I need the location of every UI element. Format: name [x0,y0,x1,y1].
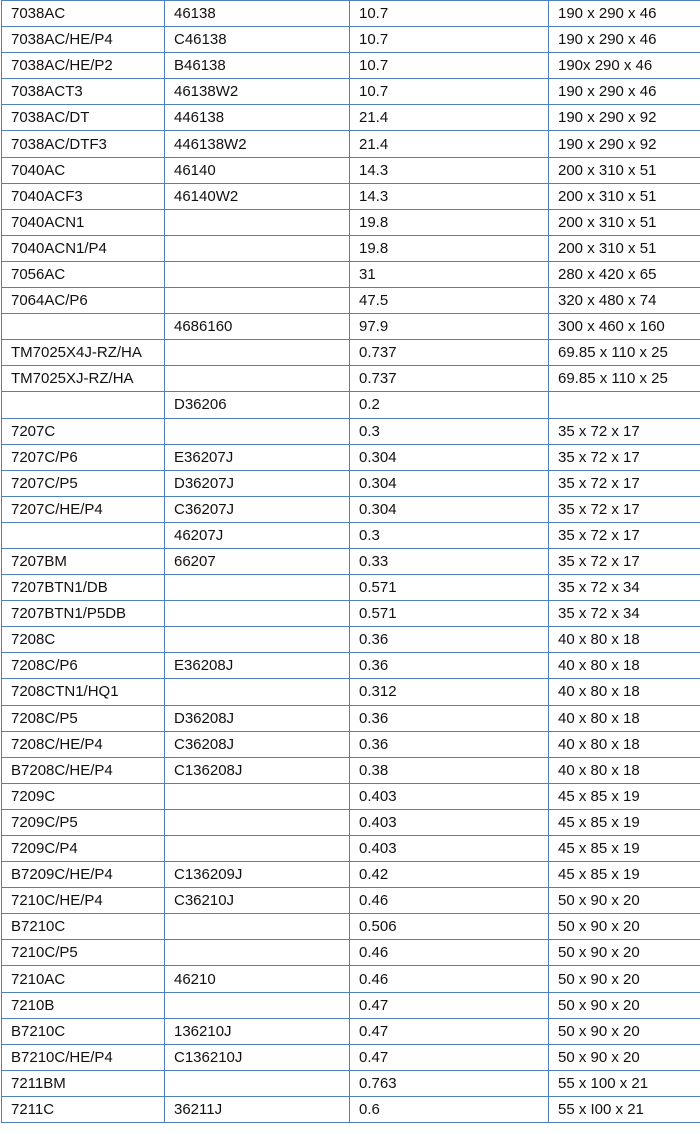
alt-code-cell [165,288,350,314]
table-row [2,940,700,966]
dimensions-cell: 280 x 420 x 65 [549,261,700,287]
table-row [2,1044,700,1070]
bearing-model-cell: 7210AC [2,966,165,992]
table-row [2,809,700,835]
weight-cell: 0.6 [350,1096,549,1122]
dimensions-cell: 69.85 x 110 x 25 [549,340,700,366]
weight-cell: 0.33 [350,548,549,574]
bearing-model-cell: 7056AC [2,261,165,287]
bearing-model-cell: 7038AC [2,1,165,27]
dimensions-cell: 35 x 72 x 34 [549,575,700,601]
weight-cell: 10.7 [350,27,549,53]
weight-cell: 14.3 [350,183,549,209]
bearing-model-cell: B7209C/HE/P4 [2,862,165,888]
weight-cell: 0.47 [350,1018,549,1044]
alt-code-cell [165,418,350,444]
table-row [2,183,700,209]
dimensions-cell: 35 x 72 x 17 [549,418,700,444]
alt-code-cell [165,261,350,287]
weight-cell: 21.4 [350,131,549,157]
bearing-model-cell: 7038AC/DTF3 [2,131,165,157]
weight-cell: 0.42 [350,862,549,888]
alt-code-cell [165,836,350,862]
bearing-model-cell: 7208C [2,627,165,653]
bearing-model-cell: 7207BM [2,548,165,574]
alt-code-cell: 36211J [165,1096,350,1122]
weight-cell: 0.2 [350,392,549,418]
dimensions-cell: 200 x 310 x 51 [549,157,700,183]
dimensions-cell: 45 x 85 x 19 [549,783,700,809]
dimensions-cell: 45 x 85 x 19 [549,836,700,862]
dimensions-cell: 35 x 72 x 17 [549,470,700,496]
dimensions-cell: 40 x 80 x 18 [549,679,700,705]
alt-code-cell [165,601,350,627]
weight-cell: 19.8 [350,209,549,235]
weight-cell: 47.5 [350,288,549,314]
weight-cell: 0.36 [350,627,549,653]
bearing-model-cell: 7210C/P5 [2,940,165,966]
dimensions-cell: 190 x 290 x 46 [549,27,700,53]
table-row [2,27,700,53]
bearing-model-cell: 7207BTN1/DB [2,575,165,601]
dimensions-cell: 200 x 310 x 51 [549,183,700,209]
table-row [2,705,700,731]
weight-cell: 14.3 [350,157,549,183]
bearing-model-cell: 7038AC/DT [2,105,165,131]
dimensions-cell: 190 x 290 x 92 [549,105,700,131]
alt-code-cell: B46138 [165,53,350,79]
table-row [2,288,700,314]
weight-cell: 0.3 [350,418,549,444]
dimensions-cell: 300 x 460 x 160 [549,314,700,340]
alt-code-cell: 136210J [165,1018,350,1044]
bearing-model-cell: 7209C/P4 [2,836,165,862]
table-row [2,1,700,27]
dimensions-cell [549,392,700,418]
table-row [2,418,700,444]
alt-code-cell [165,809,350,835]
table-row [2,496,700,522]
dimensions-cell: 40 x 80 x 18 [549,731,700,757]
bearing-model-cell [2,522,165,548]
table-row [2,79,700,105]
alt-code-cell [165,235,350,261]
alt-code-cell: C136209J [165,862,350,888]
weight-cell: 10.7 [350,53,549,79]
bearing-model-cell: 7207C [2,418,165,444]
weight-cell: 19.8 [350,235,549,261]
dimensions-cell: 320 x 480 x 74 [549,288,700,314]
alt-code-cell: E36208J [165,653,350,679]
bearing-model-cell: 7211BM [2,1070,165,1096]
weight-cell: 0.46 [350,940,549,966]
alt-code-cell: C136208J [165,757,350,783]
alt-code-cell: E36207J [165,444,350,470]
table-row [2,444,700,470]
table-row [2,1070,700,1096]
weight-cell: 0.737 [350,340,549,366]
dimensions-cell: 200 x 310 x 51 [549,235,700,261]
alt-code-cell: 46138 [165,1,350,27]
alt-code-cell: D36206 [165,392,350,418]
table-row [2,470,700,496]
alt-code-cell: 66207 [165,548,350,574]
table-row [2,653,700,679]
table-row [2,1018,700,1044]
weight-cell: 0.403 [350,783,549,809]
weight-cell: 0.47 [350,1044,549,1070]
alt-code-cell: C36208J [165,731,350,757]
weight-cell: 0.46 [350,966,549,992]
alt-code-cell: C36210J [165,888,350,914]
alt-code-cell [165,366,350,392]
alt-code-cell: C136210J [165,1044,350,1070]
bearing-model-cell: 7209C [2,783,165,809]
table-row [2,966,700,992]
bearing-model-cell: 7040ACF3 [2,183,165,209]
weight-cell: 0.737 [350,366,549,392]
dimensions-cell: 50 x 90 x 20 [549,914,700,940]
bearing-model-cell: 7038AC/HE/P4 [2,27,165,53]
dimensions-cell: 50 x 90 x 20 [549,966,700,992]
bearing-model-cell: 7208CTN1/HQ1 [2,679,165,705]
bearing-model-cell [2,314,165,340]
weight-cell: 10.7 [350,79,549,105]
table-row [2,522,700,548]
alt-code-cell: 46207J [165,522,350,548]
bearing-model-cell: 7207C/HE/P4 [2,496,165,522]
dimensions-cell: 40 x 80 x 18 [549,757,700,783]
alt-code-cell [165,783,350,809]
table-row [2,261,700,287]
weight-cell: 0.403 [350,836,549,862]
bearing-model-cell: 7207C/P6 [2,444,165,470]
weight-cell: 0.38 [350,757,549,783]
alt-code-cell [165,340,350,366]
table-row [2,340,700,366]
bearing-model-cell [2,392,165,418]
alt-code-cell [165,992,350,1018]
weight-cell: 0.36 [350,653,549,679]
dimensions-cell: 50 x 90 x 20 [549,888,700,914]
alt-code-cell: 446138 [165,105,350,131]
dimensions-cell: 35 x 72 x 34 [549,601,700,627]
bearing-model-cell: TM7025X4J-RZ/HA [2,340,165,366]
dimensions-cell: 190 x 290 x 92 [549,131,700,157]
bearing-model-cell: B7210C [2,914,165,940]
bearing-model-cell: 7207BTN1/P5DB [2,601,165,627]
alt-code-cell: 446138W2 [165,131,350,157]
dimensions-cell: 50 x 90 x 20 [549,1018,700,1044]
bearing-model-cell: 7210B [2,992,165,1018]
bearing-model-cell: B7208C/HE/P4 [2,757,165,783]
bearing-model-cell: 7208C/P6 [2,653,165,679]
alt-code-cell: C36207J [165,496,350,522]
weight-cell: 0.304 [350,496,549,522]
table-row [2,783,700,809]
weight-cell: 0.46 [350,888,549,914]
dimensions-cell: 40 x 80 x 18 [549,705,700,731]
weight-cell: 97.9 [350,314,549,340]
table-row [2,888,700,914]
dimensions-cell: 55 x I00 x 21 [549,1096,700,1122]
dimensions-cell: 190 x 290 x 46 [549,79,700,105]
weight-cell: 0.506 [350,914,549,940]
table-row [2,131,700,157]
weight-cell: 0.36 [350,705,549,731]
weight-cell: 0.763 [350,1070,549,1096]
bearing-model-cell: 7208C/P5 [2,705,165,731]
alt-code-cell [165,679,350,705]
weight-cell: 0.312 [350,679,549,705]
weight-cell: 0.403 [350,809,549,835]
table-row [2,105,700,131]
dimensions-cell: 50 x 90 x 20 [549,992,700,1018]
dimensions-cell: 45 x 85 x 19 [549,862,700,888]
table-row [2,392,700,418]
weight-cell: 0.36 [350,731,549,757]
table-row [2,836,700,862]
table-row [2,575,700,601]
bearing-model-cell: TM7025XJ-RZ/HA [2,366,165,392]
table-row [2,862,700,888]
alt-code-cell: 4686160 [165,314,350,340]
weight-cell: 0.571 [350,575,549,601]
dimensions-cell: 45 x 85 x 19 [549,809,700,835]
alt-code-cell: 46140W2 [165,183,350,209]
bearing-model-cell: 7038ACT3 [2,79,165,105]
bearing-spec-table [1,0,700,1123]
weight-cell: 21.4 [350,105,549,131]
bearing-model-cell: 7211C [2,1096,165,1122]
bearing-model-cell: 7209C/P5 [2,809,165,835]
dimensions-cell: 50 x 90 x 20 [549,1044,700,1070]
bearing-model-cell: 7207C/P5 [2,470,165,496]
weight-cell: 0.3 [350,522,549,548]
weight-cell: 10.7 [350,1,549,27]
bearing-model-cell: 7064AC/P6 [2,288,165,314]
table-row [2,314,700,340]
bearing-model-cell: 7040AC [2,157,165,183]
dimensions-cell: 50 x 90 x 20 [549,940,700,966]
alt-code-cell [165,940,350,966]
dimensions-cell: 190 x 290 x 46 [549,1,700,27]
dimensions-cell: 55 x 100 x 21 [549,1070,700,1096]
table-row [2,53,700,79]
bearing-model-cell: 7208C/HE/P4 [2,731,165,757]
table-row [2,601,700,627]
alt-code-cell: C46138 [165,27,350,53]
alt-code-cell [165,627,350,653]
table-body [2,1,700,1123]
dimensions-cell: 35 x 72 x 17 [549,548,700,574]
table-row [2,548,700,574]
weight-cell: 0.304 [350,470,549,496]
table-row [2,992,700,1018]
bearing-model-cell: 7040ACN1/P4 [2,235,165,261]
table-row [2,757,700,783]
alt-code-cell [165,575,350,601]
dimensions-cell: 40 x 80 x 18 [549,627,700,653]
alt-code-cell [165,914,350,940]
alt-code-cell: D36208J [165,705,350,731]
table-row [2,1096,700,1122]
alt-code-cell: D36207J [165,470,350,496]
dimensions-cell: 190x 290 x 46 [549,53,700,79]
dimensions-cell: 200 x 310 x 51 [549,209,700,235]
table-row [2,209,700,235]
alt-code-cell: 46210 [165,966,350,992]
dimensions-cell: 40 x 80 x 18 [549,653,700,679]
weight-cell: 31 [350,261,549,287]
bearing-model-cell: B7210C [2,1018,165,1044]
table-row [2,235,700,261]
alt-code-cell [165,209,350,235]
table-row [2,627,700,653]
bearing-model-cell: B7210C/HE/P4 [2,1044,165,1070]
dimensions-cell: 35 x 72 x 17 [549,496,700,522]
table-row [2,731,700,757]
table-row [2,914,700,940]
weight-cell: 0.304 [350,444,549,470]
dimensions-cell: 69.85 x 110 x 25 [549,366,700,392]
bearing-model-cell: 7038AC/HE/P2 [2,53,165,79]
weight-cell: 0.571 [350,601,549,627]
dimensions-cell: 35 x 72 x 17 [549,444,700,470]
table-row [2,366,700,392]
table-row [2,679,700,705]
table-row [2,157,700,183]
bearing-model-cell: 7040ACN1 [2,209,165,235]
dimensions-cell: 35 x 72 x 17 [549,522,700,548]
weight-cell: 0.47 [350,992,549,1018]
alt-code-cell: 46138W2 [165,79,350,105]
bearing-model-cell: 7210C/HE/P4 [2,888,165,914]
alt-code-cell [165,1070,350,1096]
alt-code-cell: 46140 [165,157,350,183]
